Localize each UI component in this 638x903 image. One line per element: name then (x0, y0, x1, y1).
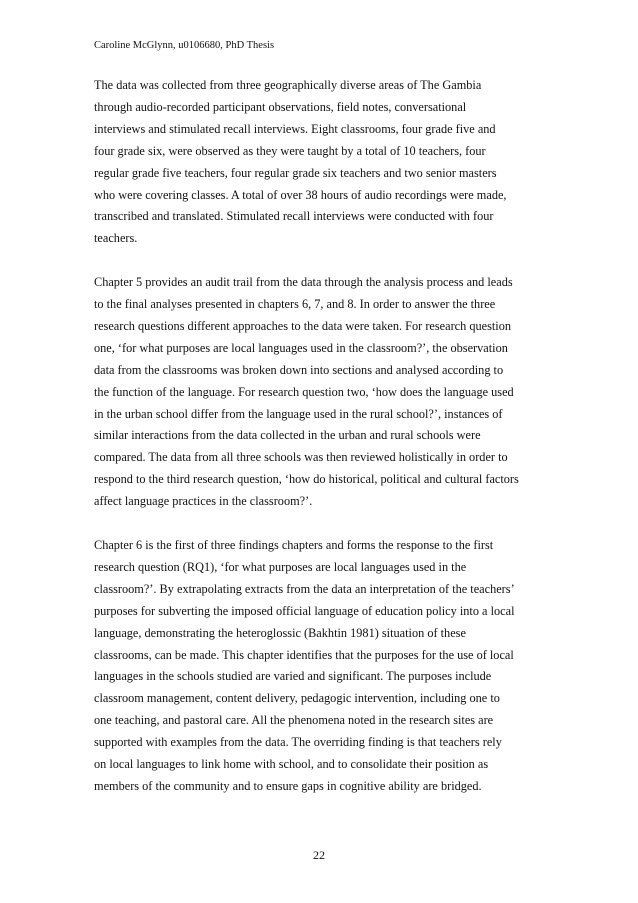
text-line: interviews and stimulated recall interviews. Eight classrooms, four grade five and (94, 121, 496, 136)
text-line: classroom management, content delivery, pedagogic intervention, including one to (94, 691, 500, 706)
text-line: regular grade five teachers, four regular grade six teachers and two senior masters (94, 165, 497, 180)
text-line: in the urban school differ from the language used in the rural school?’, instances of (94, 406, 503, 421)
text-line: The data was collected from three geographically diverse areas of The Gambia (94, 78, 482, 92)
text-line: one, ‘for what purposes are local languages used in the classroom?’, the observation (94, 340, 508, 355)
text-line: one teaching, and pastoral care. All the phenomena noted in the research sites are (94, 713, 494, 728)
text-line: respond to the third research question, ‘how do historical, political and cultural factors (94, 472, 519, 487)
text-line: research question (RQ1), ‘for what purposes are local languages used in the (94, 559, 467, 574)
text-line: to the final analyses presented in chapters 6, 7, and 8. In order to answer the three (94, 297, 496, 312)
text-line: the function of the language. For research question two, ‘how does the language used (94, 384, 514, 399)
text-line: on local languages to link home with school, and to consolidate their position as (94, 757, 489, 772)
page-body (94, 75, 554, 820)
text-line: similar interactions from the data collected in the urban and rural schools were (94, 428, 481, 443)
text-line: purposes for subverting the imposed official language of education policy into a local (94, 603, 515, 618)
text-line: Chapter 6 is the first of three findings chapters and forms the response to the first (94, 538, 494, 552)
text-line: languages in the schools studied are varied and significant. The purposes include (94, 669, 492, 684)
text-line: teachers. (94, 231, 138, 246)
text-line: through audio-recorded participant observations, field notes, conversational (94, 99, 467, 114)
paragraph-data-collection (94, 75, 554, 250)
text-line: classroom?’. By extrapolating extracts from the data an interpretation of the teachers’ (94, 581, 515, 596)
text-line: supported with examples from the data. The overriding finding is that teachers rely (94, 735, 502, 750)
text-line: four grade six, were observed as they were taught by a total of 10 teachers, four (94, 143, 486, 158)
text-line: who were covering classes. A total of over 38 hours of audio recordings were made, (94, 187, 507, 202)
text-line: transcribed and translated. Stimulated recall interviews were conducted with four (94, 209, 494, 224)
page-number: 22 (313, 848, 325, 862)
text-line: compared. The data from all three schools was then reviewed holistically in order to (94, 450, 508, 465)
running-header: Caroline McGlynn, u0106680, PhD Thesis (94, 40, 275, 51)
text-line: Chapter 5 provides an audit trail from the data through the analysis process and leads (94, 275, 513, 290)
text-line: research questions different approaches to the data were taken. For research question (94, 318, 512, 333)
text-line: affect language practices in the classroom?’. (94, 494, 313, 509)
text-line: members of the community and to ensure gaps in cognitive ability are bridged. (94, 778, 482, 793)
text-line: language, demonstrating the heteroglossic (Bakhtin 1981) situation of these (94, 625, 466, 640)
text-line: classrooms, can be made. This chapter identifies that the purposes for the use of local (94, 647, 514, 662)
paragraph-chapter-5 (94, 272, 554, 513)
paragraph-chapter-6 (94, 535, 554, 798)
text-line: data from the classrooms was broken down into sections and analysed according to (94, 362, 504, 377)
